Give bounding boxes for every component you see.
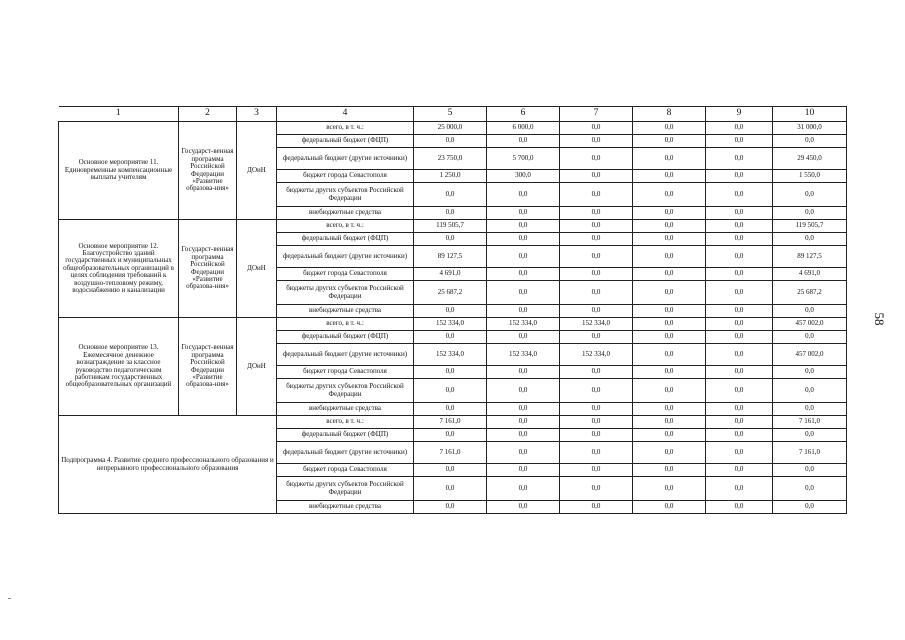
funding-source: внебюджетные средства [277, 501, 414, 514]
amount-cell: 0,0 [633, 281, 706, 305]
amount-cell: 152 334,0 [487, 344, 560, 366]
amount-cell: 0,0 [560, 268, 633, 281]
amount-cell: 152 334,0 [560, 318, 633, 331]
amount-cell: 0,0 [414, 207, 487, 220]
amount-cell: 0,0 [560, 403, 633, 416]
amount-cell: 0,0 [773, 477, 847, 501]
funding-source: федеральный бюджет (ФЦП) [277, 429, 414, 442]
table-row [59, 220, 847, 233]
budget-table [58, 106, 847, 514]
funding-source: бюджет города Севастополя [277, 268, 414, 281]
amount-cell: 0,0 [487, 477, 560, 501]
amount-cell: 0,0 [633, 464, 706, 477]
funding-source: федеральный бюджет (ФЦП) [277, 331, 414, 344]
amount-cell: 0,0 [633, 122, 706, 135]
funding-source: федеральный бюджет (другие источники) [277, 442, 414, 464]
amount-cell: 0,0 [560, 233, 633, 246]
amount-cell: 0,0 [414, 366, 487, 379]
amount-cell: 0,0 [487, 416, 560, 429]
amount-cell: 0,0 [633, 246, 706, 268]
amount-cell: 0,0 [487, 268, 560, 281]
amount-cell: 7 161,0 [773, 442, 847, 464]
amount-cell: 0,0 [706, 305, 773, 318]
amount-cell: 0,0 [706, 501, 773, 514]
amount-cell: 119 505,7 [414, 220, 487, 233]
header-row [59, 107, 847, 122]
funding-source: внебюджетные средства [277, 305, 414, 318]
header-col-3: 3 [237, 107, 277, 122]
amount-cell: 0,0 [560, 379, 633, 403]
program-name: Государст-венная программа Российской Федерации «Развитие образова-ния» [179, 318, 237, 416]
amount-cell: 0,0 [560, 220, 633, 233]
amount-cell: 0,0 [706, 429, 773, 442]
amount-cell: 0,0 [414, 403, 487, 416]
amount-cell: 152 334,0 [414, 318, 487, 331]
funding-source: бюджет города Севастополя [277, 170, 414, 183]
amount-cell: 7 161,0 [414, 416, 487, 429]
amount-cell: 0,0 [560, 442, 633, 464]
funding-source: федеральный бюджет (другие источники) [277, 344, 414, 366]
amount-cell: 5 700,0 [487, 148, 560, 170]
amount-cell: 1 550,0 [773, 170, 847, 183]
amount-cell: 0,0 [773, 305, 847, 318]
event-name: Основное мероприятие 11. Единовременные компенсационные выплаты учителям [59, 122, 179, 220]
funding-source: всего, в т. ч.: [277, 416, 414, 429]
table-row [59, 122, 847, 135]
amount-cell: 0,0 [773, 233, 847, 246]
amount-cell: 0,0 [560, 148, 633, 170]
amount-cell: 0,0 [706, 416, 773, 429]
funding-source: бюджеты других субъектов Российской Федерации [277, 477, 414, 501]
amount-cell: 0,0 [560, 207, 633, 220]
amount-cell: 1 250,0 [414, 170, 487, 183]
amount-cell: 31 000,0 [773, 122, 847, 135]
amount-cell: 0,0 [560, 305, 633, 318]
funding-source: бюджеты других субъектов Российской Федерации [277, 379, 414, 403]
amount-cell: 0,0 [633, 305, 706, 318]
amount-cell: 0,0 [487, 379, 560, 403]
amount-cell: 0,0 [560, 331, 633, 344]
amount-cell: 0,0 [487, 429, 560, 442]
amount-cell: 0,0 [633, 220, 706, 233]
amount-cell: 0,0 [706, 331, 773, 344]
amount-cell: 0,0 [706, 403, 773, 416]
amount-cell: 0,0 [706, 318, 773, 331]
amount-cell: 0,0 [414, 501, 487, 514]
header-col-6: 6 [487, 107, 560, 122]
executor: ДОиН [237, 122, 277, 220]
amount-cell: 0,0 [487, 442, 560, 464]
amount-cell: 89 127,5 [414, 246, 487, 268]
amount-cell: 0,0 [487, 135, 560, 148]
amount-cell: 0,0 [706, 281, 773, 305]
table-row [59, 416, 847, 429]
amount-cell: 4 691,0 [414, 268, 487, 281]
amount-cell: 0,0 [706, 366, 773, 379]
amount-cell: 29 450,0 [773, 148, 847, 170]
amount-cell: 0,0 [773, 403, 847, 416]
amount-cell: 0,0 [560, 477, 633, 501]
amount-cell: 0,0 [560, 281, 633, 305]
amount-cell: 0,0 [487, 233, 560, 246]
funding-source: федеральный бюджет (ФЦП) [277, 233, 414, 246]
header-col-2: 2 [179, 107, 237, 122]
amount-cell: 0,0 [633, 170, 706, 183]
amount-cell: 0,0 [414, 331, 487, 344]
amount-cell: 0,0 [706, 246, 773, 268]
amount-cell: 0,0 [487, 464, 560, 477]
amount-cell: 0,0 [773, 501, 847, 514]
amount-cell: 119 505,7 [773, 220, 847, 233]
subprogram-name: Подпрограмма 4. Развитие среднего профессионального образования и непрерывного профессионального образования [59, 416, 277, 514]
amount-cell: 152 334,0 [487, 318, 560, 331]
amount-cell: 0,0 [560, 429, 633, 442]
amount-cell: 0,0 [633, 268, 706, 281]
funding-source: всего, в т. ч.: [277, 122, 414, 135]
amount-cell: 0,0 [706, 464, 773, 477]
header-col-1: 1 [59, 107, 179, 122]
header-col-10: 10 [773, 107, 847, 122]
amount-cell: 0,0 [706, 268, 773, 281]
amount-cell: 4 691,0 [773, 268, 847, 281]
scan-speck [8, 598, 11, 599]
amount-cell: 300,0 [487, 170, 560, 183]
amount-cell: 0,0 [633, 207, 706, 220]
amount-cell: 0,0 [487, 183, 560, 207]
amount-cell: 0,0 [633, 379, 706, 403]
amount-cell: 0,0 [560, 183, 633, 207]
amount-cell: 0,0 [487, 246, 560, 268]
amount-cell: 0,0 [706, 135, 773, 148]
amount-cell: 0,0 [633, 366, 706, 379]
amount-cell: 0,0 [560, 246, 633, 268]
amount-cell: 0,0 [414, 305, 487, 318]
amount-cell: 0,0 [560, 170, 633, 183]
event-name: Основное мероприятие 13. Ежемесячное денежное вознаграждение за классное руководство педагогическим работникам государственных общеобразовательных организаций [59, 318, 179, 416]
funding-source: бюджет города Севастополя [277, 464, 414, 477]
amount-cell: 0,0 [633, 135, 706, 148]
amount-cell: 0,0 [633, 344, 706, 366]
program-name: Государст-венная программа Российской Федерации «Развитие образова-ния» [179, 220, 237, 318]
amount-cell: 0,0 [560, 464, 633, 477]
amount-cell: 0,0 [706, 220, 773, 233]
amount-cell: 0,0 [633, 233, 706, 246]
amount-cell: 0,0 [706, 207, 773, 220]
amount-cell: 0,0 [633, 403, 706, 416]
amount-cell: 0,0 [560, 122, 633, 135]
page-number: 58 [872, 312, 887, 326]
funding-source: внебюджетные средства [277, 207, 414, 220]
amount-cell: 25 687,2 [414, 281, 487, 305]
amount-cell: 152 334,0 [560, 344, 633, 366]
amount-cell: 0,0 [633, 429, 706, 442]
executor: ДОиН [237, 318, 277, 416]
funding-source: федеральный бюджет (другие источники) [277, 148, 414, 170]
amount-cell: 0,0 [487, 403, 560, 416]
amount-cell: 0,0 [414, 477, 487, 501]
amount-cell: 0,0 [773, 366, 847, 379]
amount-cell: 0,0 [633, 148, 706, 170]
amount-cell: 0,0 [633, 318, 706, 331]
amount-cell: 0,0 [773, 135, 847, 148]
amount-cell: 0,0 [773, 379, 847, 403]
funding-source: всего, в т. ч.: [277, 220, 414, 233]
amount-cell: 0,0 [487, 220, 560, 233]
amount-cell: 0,0 [706, 477, 773, 501]
amount-cell: 0,0 [773, 429, 847, 442]
amount-cell: 0,0 [773, 207, 847, 220]
funding-source: бюджеты других субъектов Российской Федерации [277, 281, 414, 305]
header-col-8: 8 [633, 107, 706, 122]
amount-cell: 0,0 [414, 183, 487, 207]
executor: ДОиН [237, 220, 277, 318]
amount-cell: 0,0 [706, 148, 773, 170]
amount-cell: 152 334,0 [414, 344, 487, 366]
amount-cell: 0,0 [560, 416, 633, 429]
amount-cell: 7 161,0 [414, 442, 487, 464]
amount-cell: 0,0 [487, 331, 560, 344]
amount-cell: 0,0 [706, 170, 773, 183]
funding-source: федеральный бюджет (другие источники) [277, 246, 414, 268]
header-col-9: 9 [706, 107, 773, 122]
amount-cell: 0,0 [706, 183, 773, 207]
amount-cell: 0,0 [487, 501, 560, 514]
amount-cell: 0,0 [706, 233, 773, 246]
amount-cell: 0,0 [633, 183, 706, 207]
amount-cell: 0,0 [633, 477, 706, 501]
amount-cell: 0,0 [633, 416, 706, 429]
amount-cell: 0,0 [487, 366, 560, 379]
amount-cell: 0,0 [487, 207, 560, 220]
amount-cell: 0,0 [487, 281, 560, 305]
amount-cell: 0,0 [633, 331, 706, 344]
amount-cell: 0,0 [560, 501, 633, 514]
header-col-7: 7 [560, 107, 633, 122]
funding-source: бюджет города Севастополя [277, 366, 414, 379]
amount-cell: 23 750,0 [414, 148, 487, 170]
amount-cell: 25 000,0 [414, 122, 487, 135]
amount-cell: 0,0 [560, 135, 633, 148]
amount-cell: 25 687,2 [773, 281, 847, 305]
amount-cell: 0,0 [414, 135, 487, 148]
amount-cell: 0,0 [773, 464, 847, 477]
event-name: Основное мероприятие 12. Благоустройство зданий государственных и муниципальных общеобразовательных организаций в целях соблюдения требований к воздушно-тепловому режиму, водоснабжению и канализации [59, 220, 179, 318]
funding-source: федеральный бюджет (ФЦП) [277, 135, 414, 148]
amount-cell: 457 002,0 [773, 318, 847, 331]
header-col-4: 4 [277, 107, 414, 122]
table-body [59, 122, 847, 514]
amount-cell: 0,0 [773, 183, 847, 207]
amount-cell: 0,0 [773, 331, 847, 344]
amount-cell: 0,0 [633, 501, 706, 514]
amount-cell: 0,0 [706, 122, 773, 135]
amount-cell: 0,0 [706, 344, 773, 366]
amount-cell: 0,0 [706, 379, 773, 403]
funding-source: бюджеты других субъектов Российской Федерации [277, 183, 414, 207]
amount-cell: 0,0 [633, 442, 706, 464]
funding-source: внебюджетные средства [277, 403, 414, 416]
amount-cell: 0,0 [414, 379, 487, 403]
program-name: Государст-венная программа Российской Федерации «Развитие образова-ния» [179, 122, 237, 220]
amount-cell: 89 127,5 [773, 246, 847, 268]
amount-cell: 7 161,0 [773, 416, 847, 429]
table-row [59, 318, 847, 331]
amount-cell: 6 000,0 [487, 122, 560, 135]
funding-source: всего, в т. ч.: [277, 318, 414, 331]
amount-cell: 0,0 [487, 305, 560, 318]
amount-cell: 0,0 [414, 464, 487, 477]
amount-cell: 457 002,0 [773, 344, 847, 366]
header-col-5: 5 [414, 107, 487, 122]
amount-cell: 0,0 [706, 442, 773, 464]
amount-cell: 0,0 [414, 233, 487, 246]
amount-cell: 0,0 [414, 429, 487, 442]
amount-cell: 0,0 [560, 366, 633, 379]
